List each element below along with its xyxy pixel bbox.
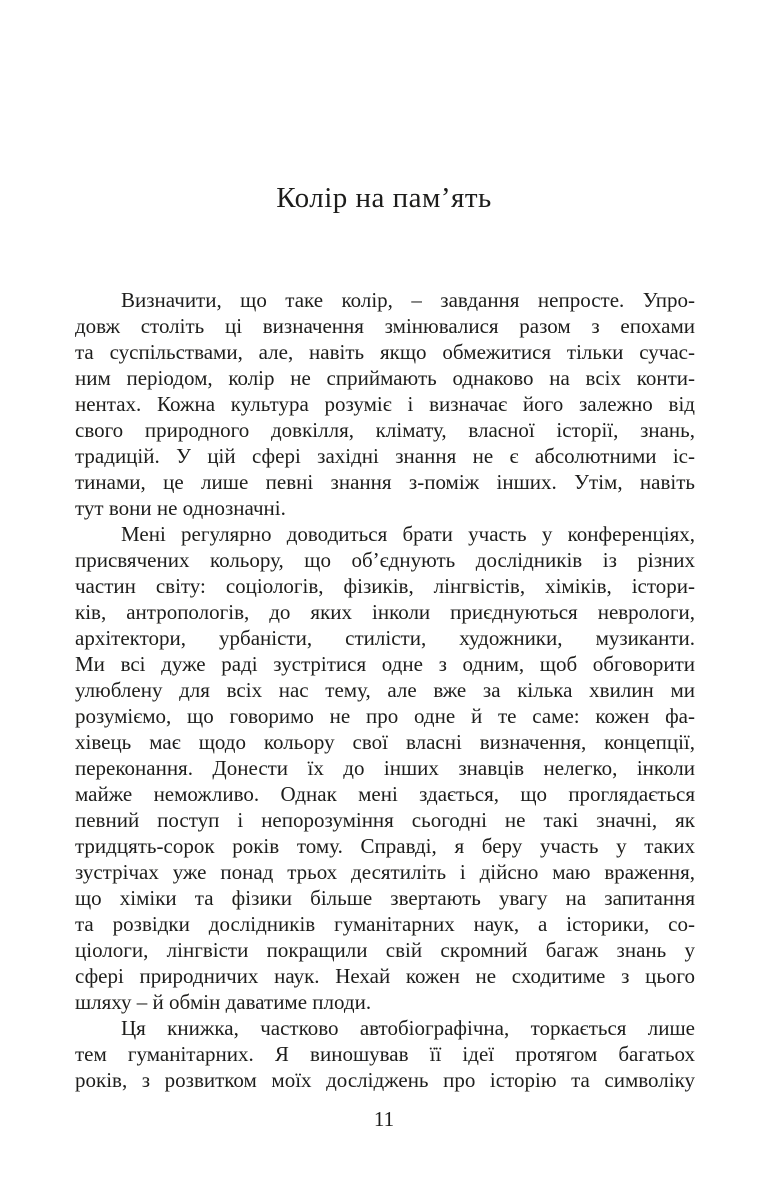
text-line: ціологи, лінгвісти покращили свій скромний багаж знань у <box>75 938 695 962</box>
text-line: шляху – й обмін даватиме плоди. <box>75 990 372 1014</box>
text-line: переконання. Донести їх до інших знавців нелегко, інколи <box>75 756 695 780</box>
text-line: розуміємо, що говоримо не про одне й те саме: кожен фа- <box>75 704 695 728</box>
text-line: певний поступ і непорозуміння сьогодні не такі значні, як <box>75 808 695 832</box>
text-line: свого природного довкілля, клімату, власної історії, знань, <box>75 418 695 442</box>
text-line: улюблену для всіх нас тему, але вже за кілька хвилин ми <box>75 678 695 702</box>
page-number: 11 <box>373 1107 395 1131</box>
chapter-title: Колір на пам’ять <box>276 182 492 214</box>
text-line: років, з розвитком моїх досліджень про історію та символіку <box>75 1068 695 1092</box>
text-line: Визначити, що таке колір, – завдання непросте. Упро- <box>121 288 695 312</box>
text-line: архітектори, урбаністи, стилісти, художники, музиканти. <box>75 626 695 650</box>
text-line: тинами, це лише певні знання з-поміж інших. Утім, навіть <box>75 470 695 494</box>
text-line: ків, антропологів, до яких інколи приєднуються неврологи, <box>75 600 695 624</box>
text-line: присвячених кольору, що об’єднують дослідників із різних <box>75 548 695 572</box>
text-line: Ми всі дуже раді зустрітися одне з одним, щоб обговорити <box>75 652 695 676</box>
text-line: Мені регулярно доводиться брати участь у конференціях, <box>121 522 695 546</box>
text-line: тридцять-сорок років тому. Справді, я беру участь у таких <box>75 834 695 858</box>
body-text <box>75 287 695 1093</box>
text-line: ним періодом, колір не сприймають однаково на всіх конти- <box>75 366 695 390</box>
text-line: сфері природничих наук. Нехай кожен не сходитиме з цього <box>75 964 695 988</box>
text-line: хівець має щодо кольору свої власні визначення, концепції, <box>75 730 695 754</box>
text-line: нентах. Кожна культура розуміє і визначає його залежно від <box>75 392 695 416</box>
text-line: та суспільствами, але, навіть якщо обмежитися тільки сучас- <box>75 340 695 364</box>
text-line: тут вони не однозначні. <box>75 496 286 520</box>
text-line: Ця книжка, частково автобіографічна, торкається лише <box>121 1016 695 1040</box>
text-line: що хіміки та фізики більше звертають увагу на запитання <box>75 886 695 910</box>
text-line: тем гуманітарних. Я виношував її ідеї протягом багатьох <box>75 1042 695 1066</box>
text-line: традицій. У цій сфері західні знання не є абсолютними іс- <box>75 444 695 468</box>
text-line: зустрічах уже понад трьох десятиліть і дійсно маю враження, <box>75 860 695 884</box>
text-line: майже неможливо. Однак мені здається, що проглядається <box>75 782 695 806</box>
text-line: довж століть ці визначення змінювалися разом з епохами <box>75 314 695 338</box>
text-line: та розвідки дослідників гуманітарних наук, а історики, со- <box>75 912 695 936</box>
text-line: частин світу: соціологів, фізиків, лінгвістів, хіміків, істори- <box>75 574 695 598</box>
